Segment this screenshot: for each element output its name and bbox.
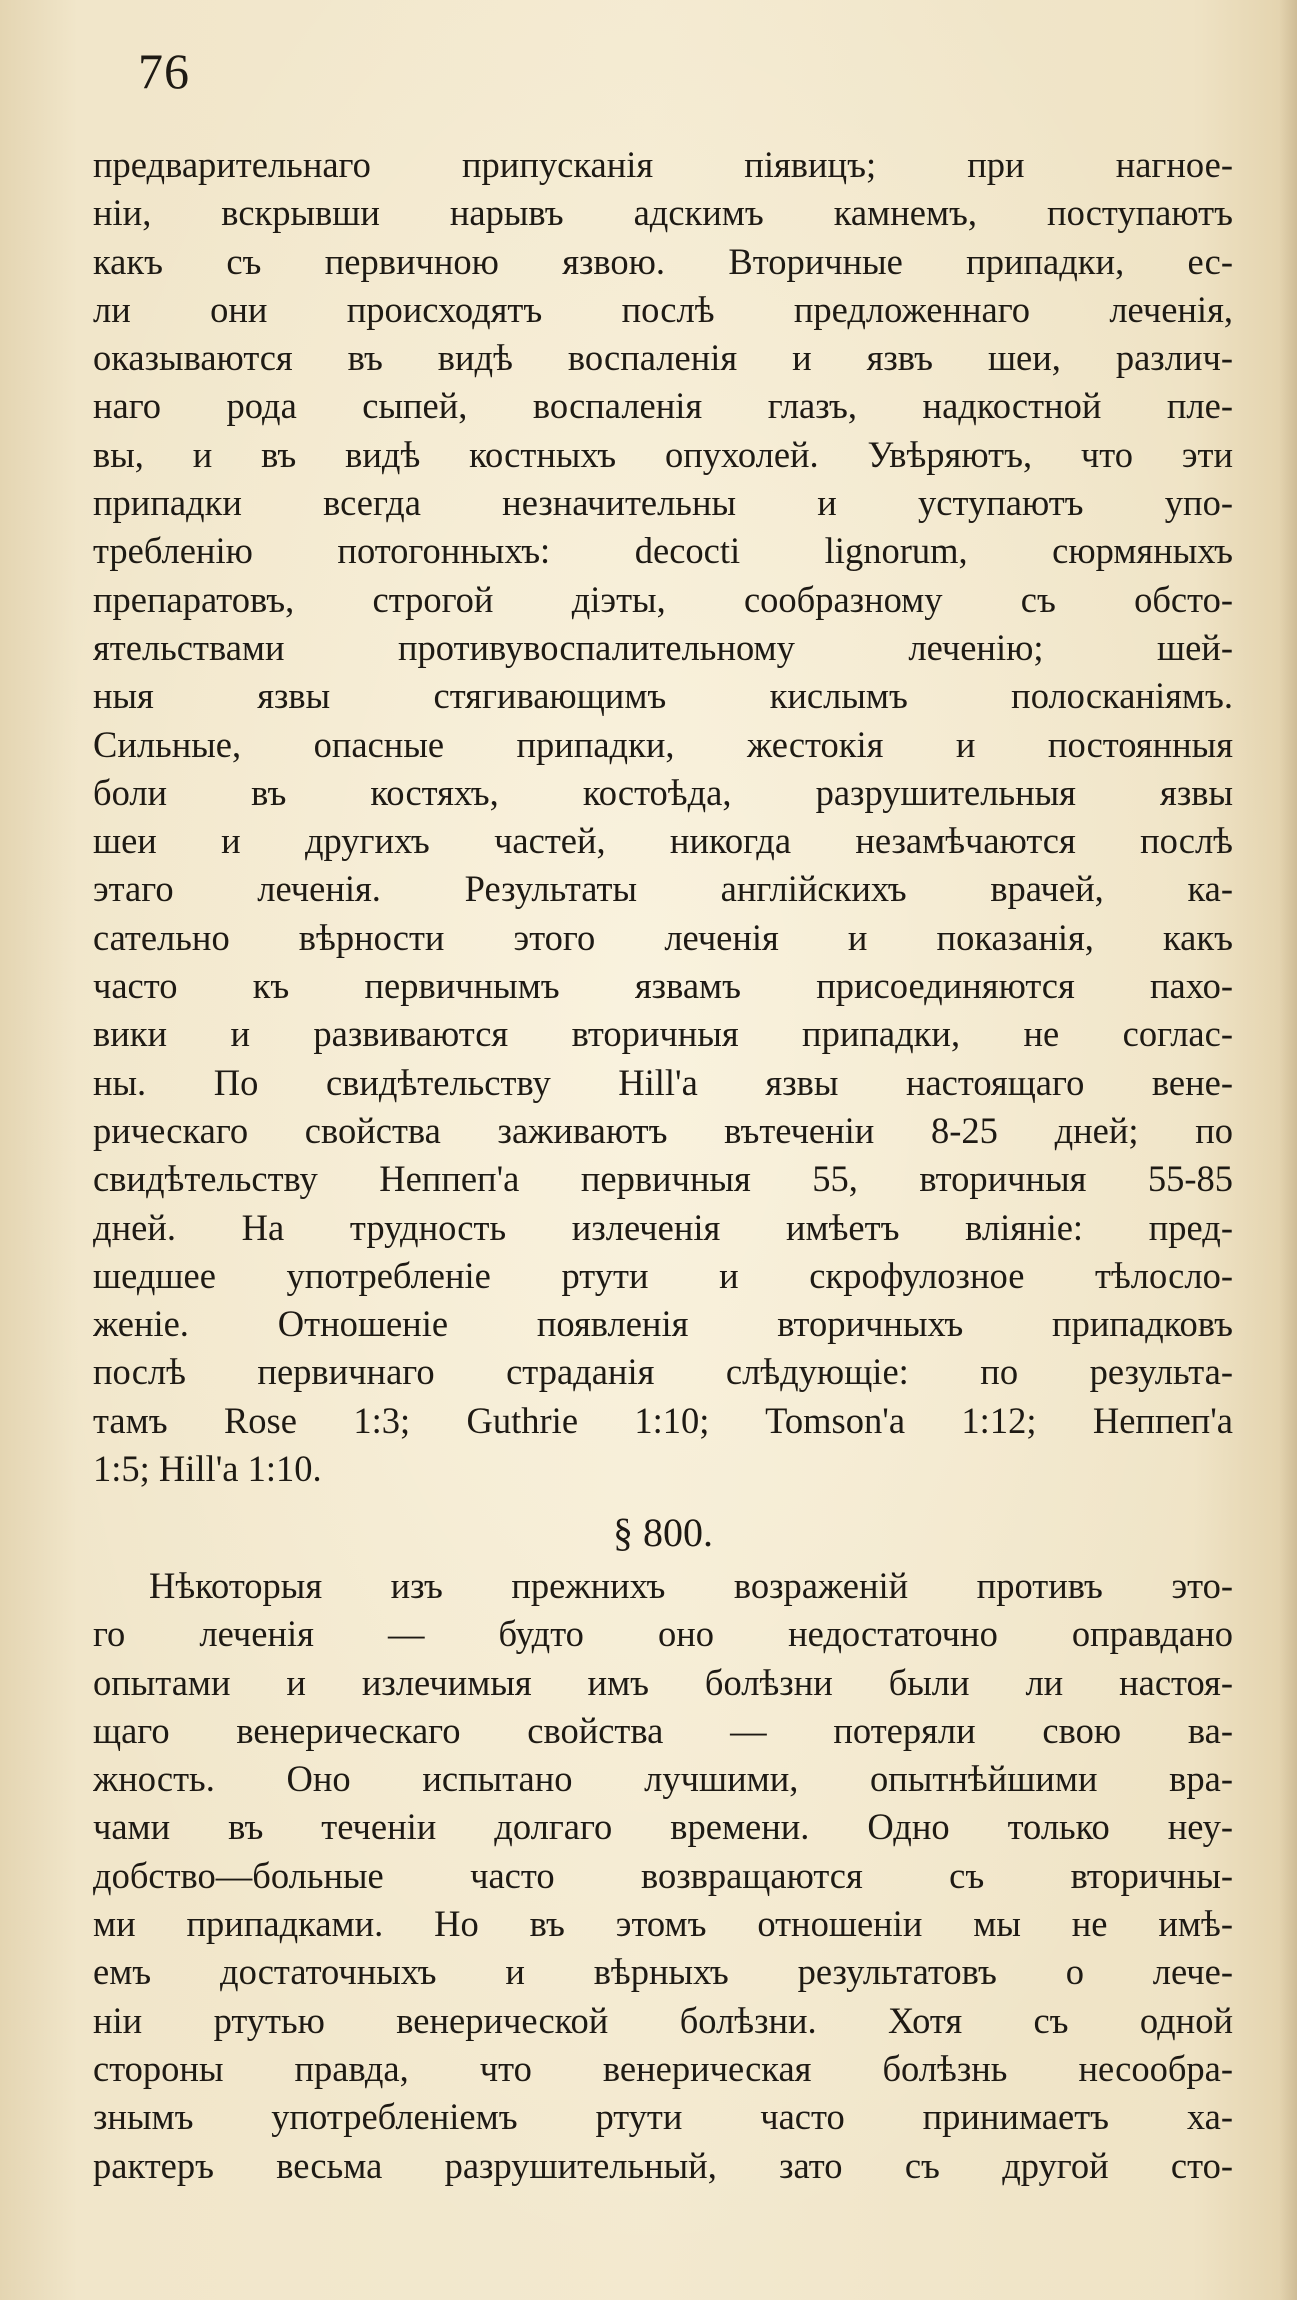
text-line: ли они происходятъ послѣ предложеннаго леченія,: [93, 288, 1233, 330]
text-line: вы, и въ видѣ костныхъ опухолей. Увѣряютъ, что эти: [93, 433, 1233, 475]
text-line: чами въ теченіи долгаго времени. Одно только неу-: [93, 1806, 1233, 1848]
text-line: ніи ртутью венерической болѣзни. Хотя съ одной: [93, 1999, 1233, 2041]
text-line: оказываются въ видѣ воспаленія и язвъ шеи, различ-: [93, 337, 1233, 379]
text-line: рактеръ весьма разрушительный, зато съ другой сто-: [93, 2144, 1233, 2186]
text-line: опытами и излечимыя имъ болѣзни были ли настоя-: [93, 1661, 1233, 1703]
text-line: наго рода сыпей, воспаленія глазъ, надкостной пле-: [93, 385, 1233, 427]
paragraph-block: [93, 1562, 1233, 2190]
paragraph-block: [93, 141, 1233, 1493]
text-line: ніи, вскрывши нарывъ адскимъ камнемъ, поступаютъ: [93, 192, 1233, 234]
text-line: какъ съ первичною язвою. Вторичные припадки, ес-: [93, 240, 1233, 282]
page-edge-shadow: [1279, 0, 1297, 2300]
text-line: рическаго свойства заживаютъ вътеченіи 8-25 дней; по: [93, 1109, 1233, 1151]
text-line: припадки всегда незначительны и уступаютъ упо-: [93, 482, 1233, 524]
text-line: боли въ костяхъ, костоѣда, разрушительныя язвы: [93, 771, 1233, 813]
section-heading: § 800.: [613, 1510, 713, 1555]
text-line: добство—больные часто возвращаются съ вторичны-: [93, 1854, 1233, 1896]
text-line: ныя язвы стягивающимъ кислымъ полосканіямъ.: [93, 675, 1233, 717]
text-line: шедшее употребленіе ртути и скрофулозное тѣлосло-: [93, 1254, 1233, 1296]
text-line: жность. Оно испытано лучшими, опытнѣйшими вра-: [93, 1758, 1233, 1800]
text-line: свидѣтельству Неппеп'а первичныя 55, вторичныя 55-85: [93, 1158, 1233, 1200]
text-line: предварительнаго припусканія піявицъ; при нагное-: [93, 144, 1233, 185]
text-line: ми припадками. Но въ этомъ отношеніи мы не имѣ-: [93, 1903, 1233, 1945]
text-line: го леченія — будто оно недостаточно оправдано: [93, 1613, 1233, 1655]
text-line: дней. На трудность излеченія имѣетъ вліяніе: пред-: [93, 1206, 1233, 1248]
text-line: вики и развиваются вторичныя припадки, не соглас-: [93, 1013, 1233, 1055]
text-line: этаго леченія. Результаты англійскихъ врачей, ка-: [93, 868, 1233, 910]
text-line: женіе. Отношеніе появленія вторичныхъ припадковъ: [93, 1303, 1233, 1345]
text-line: стороны правда, что венерическая болѣзнь несообра-: [93, 2047, 1233, 2089]
text-line: ны. По свидѣтельству Hill'а язвы настоящаго вене-: [93, 1061, 1233, 1103]
text-line: требленію потогонныхъ: decocti lignorum, сюрмяныхъ: [93, 530, 1233, 572]
text-line: шеи и другихъ частей, никогда незамѣчаются послѣ: [93, 820, 1233, 862]
text-line: часто къ первичнымъ язвамъ присоединяются пахо-: [93, 965, 1233, 1007]
text-line: щаго венерическаго свойства — потеряли свою ва-: [93, 1709, 1233, 1751]
text-line: ятельствами противувоспалительному леченію; шей-: [93, 626, 1233, 668]
text-line: Нѣкоторыя изъ прежнихъ возраженій противъ это-: [149, 1565, 1233, 1606]
text-line: знымъ употребленіемъ ртути часто принимаетъ ха-: [93, 2096, 1233, 2138]
text-line: послѣ первичнаго страданія слѣдующіе: по результа-: [93, 1351, 1233, 1393]
page-number: 76: [138, 43, 190, 99]
text-line: Сильные, опасные припадки, жестокія и постоянныя: [93, 723, 1233, 765]
text-line: тамъ Rose 1:3; Guthrie 1:10; Tomson'а 1:12; Неппеп'а: [93, 1399, 1233, 1441]
text-line: 1:5; Hill'а 1:10.: [93, 1448, 322, 1490]
text-line: препаратовъ, строгой діэты, сообразному съ обсто-: [93, 578, 1233, 620]
text-line: емъ достаточныхъ и вѣрныхъ результатовъ о лече-: [93, 1951, 1233, 1993]
text-line: сательно вѣрности этого леченія и показанія, какъ: [93, 916, 1233, 958]
